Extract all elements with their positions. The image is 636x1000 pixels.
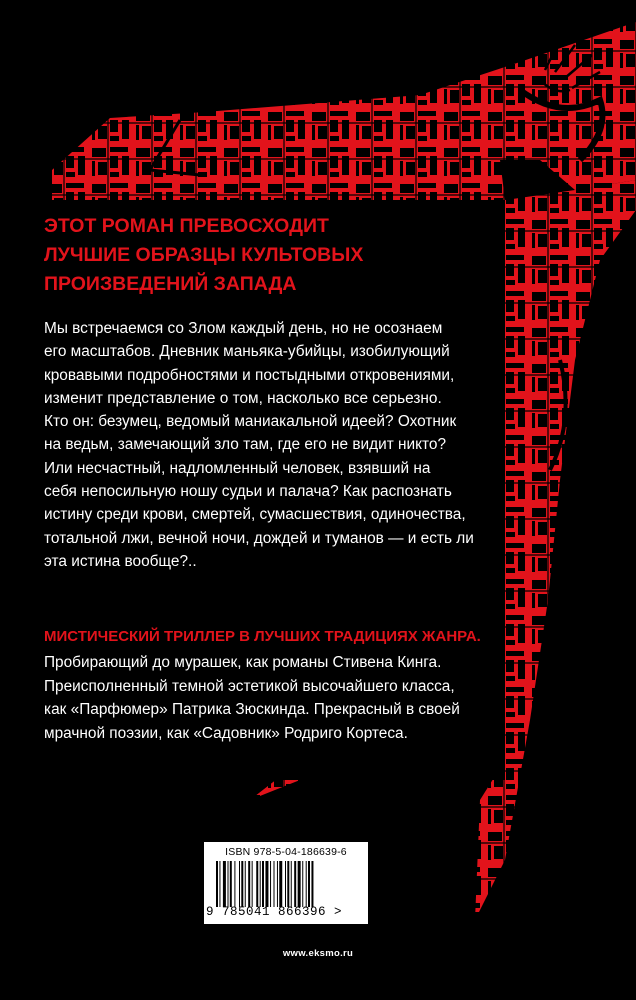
praise-line: как «Парфюмер» Патрика Зюскинда. Прекрасный в своей (44, 701, 460, 718)
description-line: тотальной лжи, вечной ночи, дождей и туманов — и есть ли (44, 529, 474, 547)
praise-line: Пробирающий до мурашек, как романы Стивена Кинга. (44, 654, 442, 671)
description-line: его масштабов. Дневник маньяка-убийцы, изобилующий (44, 343, 450, 361)
description-line: эта истина вообще?.. (44, 552, 197, 570)
headline-line: ПРОИЗВЕДЕНИЙ ЗАПАДА (44, 273, 297, 295)
headline (44, 212, 504, 299)
description-line: на ведьм, замечающий зло там, где его не видит никто? (44, 436, 447, 454)
publisher-website: www.eksmo.ru (282, 948, 354, 959)
description-line: истину среди крови, смертей, сумасшествия, одиночества, (44, 506, 466, 524)
description-line: себя непосильную ношу судьи и палача? Как распознать (44, 483, 452, 501)
headline-line: ЛУЧШИЕ ОБРАЗЦЫ КУЛЬТОВЫХ (44, 244, 364, 266)
praise-paragraph (44, 651, 524, 745)
isbn-text: ISBN 978-5-04-186639-6 (225, 846, 347, 858)
description-line: кровавыми подробностями и постыдными откровениями, (44, 366, 455, 384)
barcode-digits: 9 785041 866396 > (206, 905, 343, 919)
description-line: Мы встречаемся со Злом каждый день, но не осознаем (44, 320, 443, 337)
description-paragraph (44, 317, 524, 573)
description-line: Кто он: безумец, ведомый маниакальной идеей? Охотник (44, 413, 457, 431)
praise-line: мрачной поэзии, как «Садовник» Родриго Кортеса. (44, 724, 408, 742)
barcode-block (204, 842, 368, 924)
description-line: изменит представление о том, насколько все серьезно. (44, 389, 442, 407)
barcode-icon (216, 861, 356, 907)
headline-line: ЭТОТ РОМАН ПРЕВОСХОДИТ (44, 215, 329, 237)
description-line: Или несчастный, надломленный человек, взявший на (44, 459, 431, 477)
praise-line: Преисполненный темной эстетикой высочайшего класса, (44, 677, 455, 695)
genre-subheading: МИСТИЧЕСКИЙ ТРИЛЛЕР В ЛУЧШИХ ТРАДИЦИЯХ ЖАНРА. (44, 628, 481, 645)
